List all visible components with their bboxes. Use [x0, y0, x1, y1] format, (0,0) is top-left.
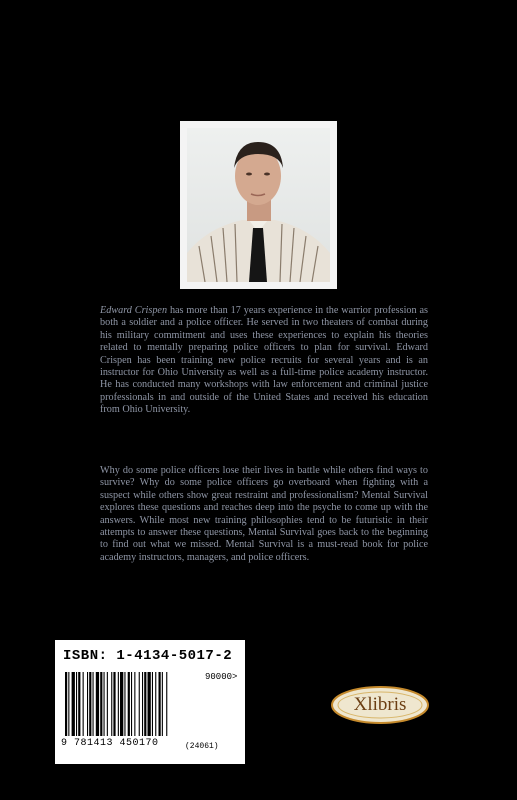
logo-text: Xlibris — [353, 694, 407, 715]
publisher-logo — [330, 685, 430, 725]
author-bio-text: has more than 17 years experience in the warrior profession as both a soldier and a police officer. He served in two theaters of combat during his military commitment and uses these experiences to explain his theories related to mentally preparing police officers to plan for survival. Edward Crispen has been training new police recruits for several years and is an instructor for Ohio University as well as a full-time police academy instructor. He has conducted many workshops with law enforcement and criminal justice professionals in and outside of the United States and received his education from Ohio University. — [100, 305, 428, 416]
author-name: Edward Crispen — [100, 305, 168, 316]
author-bio — [100, 305, 428, 417]
price-code: 90000> — [205, 672, 238, 682]
print-code: (24061) — [185, 742, 219, 751]
author-photo — [180, 121, 337, 289]
barcode — [55, 640, 245, 764]
book-blurb: Why do some police officers lose their lives in battle while others find ways to survive? Why do some police officers go overboard when fighting with a suspect while others show great restraint and professionalism? Mental Survival explores these questions and reaches deep into the psyche to come up with the answers. While most new training philosophies tend to be futuristic in their attempts to answer these questions, Mental Survival goes back to the beginning to find out what we missed. Mental Survival is a must-read book for police academy instructors, managers, and police officers. — [100, 465, 428, 563]
author-portrait-image — [187, 128, 330, 282]
portrait-drawing — [187, 128, 330, 282]
isbn-label: ISBN: 1-4134-5017-2 — [63, 648, 233, 664]
barcode-bars — [63, 672, 203, 736]
ean-number: 9 781413 450170 — [61, 738, 159, 749]
